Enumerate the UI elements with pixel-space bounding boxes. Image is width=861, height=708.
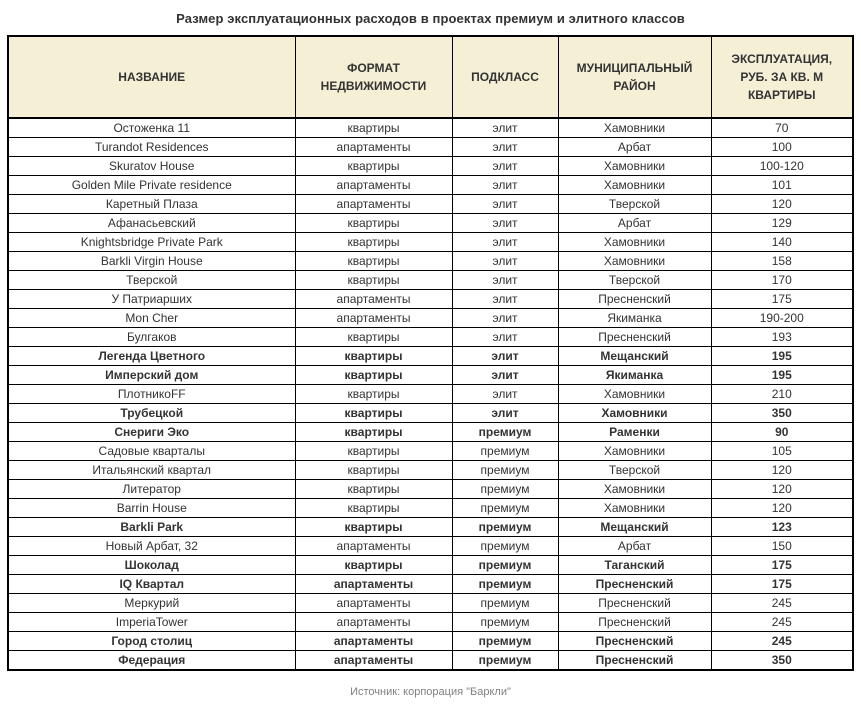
cell-district: Хамовники xyxy=(558,499,711,518)
cell-format: апартаменты xyxy=(295,651,452,671)
cell-district: Якиманка xyxy=(558,309,711,328)
cell-format: апартаменты xyxy=(295,309,452,328)
table-row xyxy=(8,461,853,480)
cell-format: квартиры xyxy=(295,442,452,461)
cell-cost: 245 xyxy=(711,613,853,632)
table-row xyxy=(8,556,853,575)
cell-cost: 100 xyxy=(711,138,853,157)
cell-format: квартиры xyxy=(295,480,452,499)
cell-cost: 120 xyxy=(711,195,853,214)
cell-cost: 210 xyxy=(711,385,853,404)
cell-district: Тверской xyxy=(558,461,711,480)
cell-subclass: элит xyxy=(452,233,558,252)
cell-format: квартиры xyxy=(295,556,452,575)
cell-district: Хамовники xyxy=(558,385,711,404)
cell-format: апартаменты xyxy=(295,290,452,309)
cell-subclass: элит xyxy=(452,138,558,157)
table-row xyxy=(8,423,853,442)
cell-name: Город столиц xyxy=(8,632,295,651)
cell-district: Пресненский xyxy=(558,290,711,309)
cell-name: ImperiaTower xyxy=(8,613,295,632)
cell-subclass: премиум xyxy=(452,442,558,461)
cell-format: апартаменты xyxy=(295,575,452,594)
cell-cost: 190-200 xyxy=(711,309,853,328)
cell-cost: 170 xyxy=(711,271,853,290)
cell-format: квартиры xyxy=(295,385,452,404)
table-row xyxy=(8,480,853,499)
cell-district: Пресненский xyxy=(558,328,711,347)
cell-district: Пресненский xyxy=(558,575,711,594)
table-row xyxy=(8,442,853,461)
cell-district: Хамовники xyxy=(558,118,711,138)
cell-subclass: премиум xyxy=(452,537,558,556)
cell-district: Пресненский xyxy=(558,613,711,632)
cell-format: апартаменты xyxy=(295,138,452,157)
cell-cost: 158 xyxy=(711,252,853,271)
cell-name: Литератор xyxy=(8,480,295,499)
table-row xyxy=(8,499,853,518)
cell-format: квартиры xyxy=(295,118,452,138)
cell-name: Легенда Цветного xyxy=(8,347,295,366)
cell-format: апартаменты xyxy=(295,537,452,556)
cell-cost: 90 xyxy=(711,423,853,442)
column-header-name: НАЗВАНИЕ xyxy=(8,36,295,118)
column-header-format: ФОРМАТ НЕДВИЖИМОСТИ xyxy=(295,36,452,118)
cell-district: Арбат xyxy=(558,214,711,233)
cell-cost: 120 xyxy=(711,480,853,499)
table-row xyxy=(8,157,853,176)
cell-name: Barrin House xyxy=(8,499,295,518)
cell-format: апартаменты xyxy=(295,632,452,651)
cell-name: Садовые кварталы xyxy=(8,442,295,461)
cell-cost: 120 xyxy=(711,461,853,480)
table-row xyxy=(8,651,853,671)
cell-name: Skuratov House xyxy=(8,157,295,176)
table-row xyxy=(8,118,853,138)
table-row xyxy=(8,366,853,385)
cell-format: квартиры xyxy=(295,157,452,176)
cell-subclass: элит xyxy=(452,309,558,328)
cell-cost: 350 xyxy=(711,404,853,423)
cell-subclass: элит xyxy=(452,118,558,138)
cell-name: Barkli Virgin House xyxy=(8,252,295,271)
cell-name: Mon Cher xyxy=(8,309,295,328)
table-row xyxy=(8,233,853,252)
cell-name: Knightsbridge Private Park xyxy=(8,233,295,252)
cell-name: Новый Арбат, 32 xyxy=(8,537,295,556)
cell-name: Итальянский квартал xyxy=(8,461,295,480)
cell-district: Мещанский xyxy=(558,347,711,366)
cell-name: Barkli Park xyxy=(8,518,295,537)
cell-cost: 70 xyxy=(711,118,853,138)
cell-format: апартаменты xyxy=(295,176,452,195)
cell-format: квартиры xyxy=(295,518,452,537)
cell-format: квартиры xyxy=(295,499,452,518)
table-row xyxy=(8,518,853,537)
cell-subclass: премиум xyxy=(452,518,558,537)
cell-format: квартиры xyxy=(295,233,452,252)
table-body xyxy=(8,118,853,670)
cell-name: Афанасьевский xyxy=(8,214,295,233)
cell-format: квартиры xyxy=(295,461,452,480)
cell-district: Хамовники xyxy=(558,480,711,499)
cell-subclass: элит xyxy=(452,176,558,195)
cell-cost: 193 xyxy=(711,328,853,347)
table-row xyxy=(8,309,853,328)
cell-district: Хамовники xyxy=(558,404,711,423)
cell-format: квартиры xyxy=(295,347,452,366)
cell-district: Раменки xyxy=(558,423,711,442)
cell-format: квартиры xyxy=(295,423,452,442)
cell-name: Каретный Плаза xyxy=(8,195,295,214)
cell-subclass: элит xyxy=(452,366,558,385)
page-title: Размер эксплуатационных расходов в проектах премиум и элитного классов xyxy=(176,11,685,26)
cell-district: Хамовники xyxy=(558,176,711,195)
cell-format: апартаменты xyxy=(295,195,452,214)
table-row xyxy=(8,594,853,613)
cell-name: Golden Mile Private residence xyxy=(8,176,295,195)
cell-cost: 350 xyxy=(711,651,853,671)
table-row xyxy=(8,537,853,556)
cell-name: Булгаков xyxy=(8,328,295,347)
cell-district: Пресненский xyxy=(558,651,711,671)
column-header-cost: ЭКСПЛУАТАЦИЯ, РУБ. ЗА КВ. М КВАРТИРЫ xyxy=(711,36,853,118)
cell-subclass: элит xyxy=(452,252,558,271)
cell-district: Арбат xyxy=(558,138,711,157)
expenses-table xyxy=(7,35,854,671)
cell-district: Пресненский xyxy=(558,632,711,651)
cell-subclass: элит xyxy=(452,347,558,366)
table-row xyxy=(8,214,853,233)
cell-subclass: элит xyxy=(452,328,558,347)
cell-cost: 123 xyxy=(711,518,853,537)
table-row xyxy=(8,632,853,651)
cell-subclass: премиум xyxy=(452,613,558,632)
cell-district: Якиманка xyxy=(558,366,711,385)
cell-subclass: элит xyxy=(452,385,558,404)
cell-cost: 105 xyxy=(711,442,853,461)
cell-format: апартаменты xyxy=(295,594,452,613)
cell-subclass: элит xyxy=(452,290,558,309)
cell-cost: 150 xyxy=(711,537,853,556)
cell-cost: 101 xyxy=(711,176,853,195)
table-row xyxy=(8,347,853,366)
cell-subclass: премиум xyxy=(452,461,558,480)
cell-cost: 129 xyxy=(711,214,853,233)
cell-name: Снериги Эко xyxy=(8,423,295,442)
cell-subclass: премиум xyxy=(452,499,558,518)
column-header-subclass: ПОДКЛАСС xyxy=(452,36,558,118)
cell-district: Хамовники xyxy=(558,233,711,252)
cell-name: ПлотникоFF xyxy=(8,385,295,404)
cell-district: Хамовники xyxy=(558,252,711,271)
cell-subclass: премиум xyxy=(452,632,558,651)
cell-format: квартиры xyxy=(295,214,452,233)
cell-subclass: элит xyxy=(452,214,558,233)
table-row xyxy=(8,271,853,290)
header-row xyxy=(8,36,853,118)
cell-subclass: премиум xyxy=(452,480,558,499)
cell-subclass: элит xyxy=(452,404,558,423)
table-row xyxy=(8,328,853,347)
cell-cost: 195 xyxy=(711,366,853,385)
cell-name: Имперский дом xyxy=(8,366,295,385)
table-row xyxy=(8,176,853,195)
cell-cost: 175 xyxy=(711,290,853,309)
table-row xyxy=(8,404,853,423)
table-row xyxy=(8,575,853,594)
cell-district: Тверской xyxy=(558,195,711,214)
cell-name: Трубецкой xyxy=(8,404,295,423)
cell-name: Меркурий xyxy=(8,594,295,613)
cell-cost: 140 xyxy=(711,233,853,252)
table-row xyxy=(8,252,853,271)
cell-district: Таганский xyxy=(558,556,711,575)
cell-district: Пресненский xyxy=(558,594,711,613)
column-header-district: МУНИЦИПАЛЬНЫЙ РАЙОН xyxy=(558,36,711,118)
cell-name: Остоженка 11 xyxy=(8,118,295,138)
cell-subclass: премиум xyxy=(452,651,558,671)
cell-format: квартиры xyxy=(295,271,452,290)
cell-cost: 100-120 xyxy=(711,157,853,176)
cell-format: квартиры xyxy=(295,328,452,347)
cell-subclass: премиум xyxy=(452,423,558,442)
table-row xyxy=(8,613,853,632)
cell-subclass: элит xyxy=(452,271,558,290)
cell-subclass: элит xyxy=(452,195,558,214)
cell-district: Мещанский xyxy=(558,518,711,537)
table-row xyxy=(8,195,853,214)
cell-subclass: элит xyxy=(452,157,558,176)
cell-district: Арбат xyxy=(558,537,711,556)
cell-district: Хамовники xyxy=(558,442,711,461)
table-row xyxy=(8,290,853,309)
cell-name: IQ Квартал xyxy=(8,575,295,594)
cell-name: Шоколад xyxy=(8,556,295,575)
cell-format: квартиры xyxy=(295,252,452,271)
cell-name: Тверской xyxy=(8,271,295,290)
cell-format: квартиры xyxy=(295,366,452,385)
cell-cost: 175 xyxy=(711,575,853,594)
cell-cost: 120 xyxy=(711,499,853,518)
cell-name: Федерация xyxy=(8,651,295,671)
source-note: Источник: корпорация "Баркли" xyxy=(350,686,511,698)
cell-cost: 245 xyxy=(711,594,853,613)
cell-subclass: премиум xyxy=(452,575,558,594)
cell-cost: 245 xyxy=(711,632,853,651)
cell-subclass: премиум xyxy=(452,556,558,575)
cell-cost: 175 xyxy=(711,556,853,575)
cell-district: Тверской xyxy=(558,271,711,290)
cell-subclass: премиум xyxy=(452,594,558,613)
cell-format: квартиры xyxy=(295,404,452,423)
cell-name: Turandot Residences xyxy=(8,138,295,157)
cell-name: У Патриарших xyxy=(8,290,295,309)
cell-format: апартаменты xyxy=(295,613,452,632)
cell-cost: 195 xyxy=(711,347,853,366)
table-row xyxy=(8,385,853,404)
table-row xyxy=(8,138,853,157)
cell-district: Хамовники xyxy=(558,157,711,176)
